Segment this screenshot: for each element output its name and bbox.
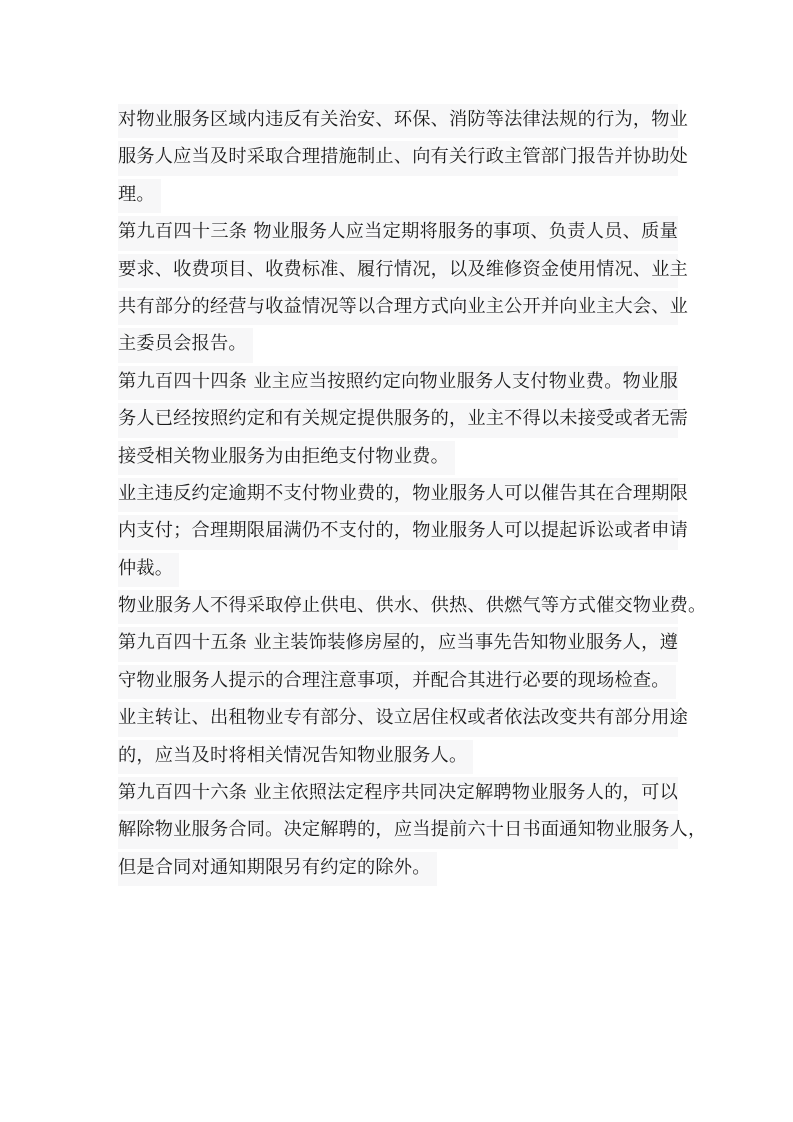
- text-line: [118, 400, 689, 437]
- text-line: [118, 325, 678, 362]
- text-line: [118, 774, 678, 811]
- line-text: 守物业服务人提示的合理注意事项，并配合其进行必要的现场检查。: [118, 662, 676, 699]
- text-line: [118, 811, 707, 848]
- text-line: [118, 475, 689, 512]
- line-text: 对物业服务区域内违反有关治安、环保、消防等法律法规的行为，物业: [118, 101, 678, 138]
- line-text: 共有部分的经营与收益情况等以合理方式向业主公开并向业主大会、业: [118, 288, 678, 325]
- text-line: [118, 624, 678, 661]
- line-text: 接受相关物业服务为由拒绝支付物业费。: [118, 438, 455, 475]
- line-text: 业主违反约定逾期不支付物业费的，物业服务人可以催告其在合理期限: [118, 475, 678, 512]
- text-line: [118, 251, 689, 288]
- text-line: [118, 363, 678, 400]
- text-line: [118, 213, 678, 250]
- line-text: 解除物业服务合同。决定解聘的，应当提前六十日书面通知物业服务人，: [118, 811, 678, 848]
- line-text: 第九百四十四条 业主应当按照约定向物业服务人支付物业费。物业服: [118, 363, 678, 400]
- text-line: [118, 662, 678, 699]
- text-line: [118, 438, 678, 475]
- text-line: [118, 737, 678, 774]
- text-line: [118, 512, 689, 549]
- line-text: 第九百四十三条 物业服务人应当定期将服务的事项、负责人员、质量: [118, 213, 678, 250]
- line-text: 但是合同对通知期限另有约定的除外。: [118, 849, 437, 886]
- text-line: [118, 138, 689, 175]
- line-text: 业主转让、出租物业专有部分、设立居住权或者依法改变共有部分用途: [118, 699, 678, 736]
- text-line: [118, 288, 689, 325]
- line-text: 物业服务人不得采取停止供电、供水、供热、供燃气等方式催交物业费。: [118, 587, 678, 624]
- line-text: 内支付；合理期限届满仍不支付的，物业服务人可以提起诉讼或者申请: [118, 512, 678, 549]
- line-text: 的，应当及时将相关情况告知物业服务人。: [118, 737, 473, 774]
- text-line: [118, 550, 678, 587]
- line-text: 理。: [118, 176, 161, 213]
- document-page: [118, 101, 707, 886]
- line-text: 第九百四十六条 业主依照法定程序共同决定解聘物业服务人的，可以: [118, 774, 678, 811]
- text-line: [118, 176, 678, 213]
- line-text: 第九百四十五条 业主装饰装修房屋的，应当事先告知物业服务人，遵: [118, 624, 678, 661]
- text-line: [118, 101, 689, 138]
- text-line: [118, 849, 678, 886]
- line-text: 主委员会报告。: [118, 325, 253, 362]
- line-text: 仲裁。: [118, 550, 179, 587]
- line-text: 务人已经按照约定和有关规定提供服务的，业主不得以未接受或者无需: [118, 400, 678, 437]
- text-line: [118, 587, 707, 624]
- text-line: [118, 699, 689, 736]
- line-text: 要求、收费项目、收费标准、履行情况，以及维修资金使用情况、业主: [118, 251, 678, 288]
- line-text: 服务人应当及时采取合理措施制止、向有关行政主管部门报告并协助处: [118, 138, 678, 175]
